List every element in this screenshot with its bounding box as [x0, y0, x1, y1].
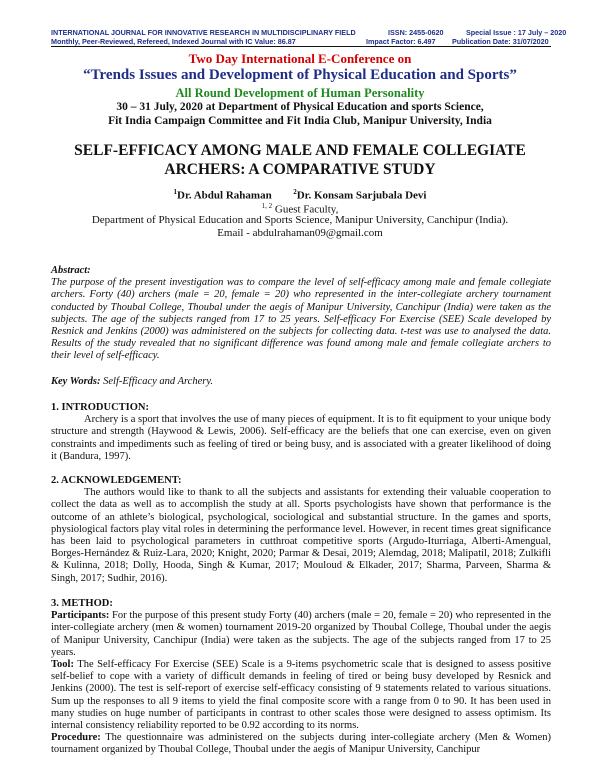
- method-heading: 3. METHOD:: [51, 598, 113, 609]
- journal-impact-factor: Impact Factor: 6.497: [366, 37, 436, 46]
- paper-title-line2: ARCHERS: A COMPARATIVE STUDY: [164, 161, 436, 178]
- participants-paragraph: [51, 610, 551, 659]
- keywords-text: Self-Efficacy and Archery.: [100, 376, 214, 387]
- tool-text: The Self-efficacy For Exercise (SEE) Scale is a 9-items psychometric scale that is designed to assess positive self-belief to cope with a variety of difficult demands in feeling of tired or being busy developed by Resnick and Jenkins (2000). The test is self-report of exercise self-efficacy consisting of 9 statements related to various situations. Sum up the responses to all 9 items to yield the final composite score with a range from 0 to 90. It has been used in many studies on huge number of participants in contrast to other scales those were designed to assess optimism. Its internal consistency reliability reported to be 0.92 according to its norms.: [51, 659, 551, 732]
- introduction-heading: 1. INTRODUCTION:: [51, 402, 150, 413]
- author1-name: Dr. Abdul Rahaman: [177, 189, 272, 202]
- author1-superscript: 1: [173, 188, 178, 196]
- introduction-section: [51, 402, 551, 463]
- journal-name: INTERNATIONAL JOURNAL FOR INNOVATIVE RESEARCH IN MULTIDISCIPLINARY FIELD: [51, 28, 356, 37]
- procedure-paragraph: [51, 732, 551, 756]
- tool-paragraph: [51, 659, 551, 732]
- journal-publication-date: Publication Date: 31/07/2020: [452, 37, 549, 46]
- journal-issn: ISSN: 2455-0620: [388, 28, 444, 37]
- conference-subtheme: All Round Development of Human Personality: [175, 86, 425, 100]
- acknowledgement-section: [51, 475, 551, 585]
- abstract-heading: Abstract:: [51, 265, 91, 276]
- affiliation-role-text: Guest Faculty,: [272, 203, 339, 216]
- conference-organizer: Fit India Campaign Committee and Fit India Club, Manipur University, India: [108, 115, 492, 127]
- journal-special-issue: Special Issue : 17 July – 2020: [466, 28, 567, 37]
- introduction-text: Archery is a sport that involves the use of many pieces of equipment. It is to fit equipment to your unique body structure and strength (Haywood & Lewis, 2006). Self-efficacy are the beliefs that one can exercise, even on given constraints and impediments such as feeling of tired or being busy, and is associated with a greater likelihood of doing it (Bandura, 1997).: [51, 414, 551, 462]
- author-email: Email - abdulrahaman09@gmail.com: [217, 227, 383, 239]
- affiliation-department: Department of Physical Education and Sports Science, Manipur University, Canchipur (India).: [91, 214, 509, 226]
- conference-line1: Two Day International E-Conference on: [188, 51, 412, 66]
- procedure-text: The questionnaire was administered on the subjects during inter-collegiate archery (Men & Women) tournament organized by Thoubal College, Thoubal under the aegis of Manipur University, Canchipur: [51, 732, 551, 756]
- procedure-label: Procedure:: [51, 732, 101, 744]
- participants-text: For the purpose of this present study Forty (40) archers (male = 20, female = 20) who represented in the inter-collegiate archery (men & women) tournament 2019-20 organized by Thoubal College, Thoubal under the aegis of Manipur University, Canchipur (India) were taken as the subjects. The age of the subjects ranged from 17 to 25 years.: [51, 610, 551, 658]
- conference-theme: “Trends Issues and Development of Physical Education and Sports”: [83, 67, 517, 83]
- author2-name: Dr. Konsam Sarjubala Devi: [296, 189, 427, 202]
- journal-indexing: Monthly, Peer-Reviewed, Refereed, Indexed Journal with IC Value: 86.87: [51, 37, 296, 46]
- affiliation-superscript: 1, 2: [261, 202, 273, 210]
- author2-superscript: 2: [293, 188, 297, 196]
- method-section: [51, 598, 551, 757]
- participants-label: Participants:: [51, 610, 110, 622]
- conference-dates: 30 – 31 July, 2020 at Department of Physical Education and sports Science,: [116, 101, 484, 113]
- abstract-section: [51, 265, 551, 363]
- abstract-text: The purpose of the present investigation was to compare the level of self-efficacy among male and female collegiate archers. Forty (40) archers (male = 20, female = 20) who represented in the inter-collegiate archery tournament conducted by Thoubal College, Thoubal under the aegis of Manipur University, Canchipur (India) were taken as the subjects. The age of the subjects ranged from 17 to 25 years. Self-efficacy For Exercise (SEE) Scale developed by Resnick and Jenkins (2000) was administered on the subjects for collecting data. t-test was use to analysed the data. Results of the study revealed that no significant difference was found among male and female collegiate archers to their level of self-efficacy.: [51, 277, 551, 362]
- paper-title-line1: SELF-EFFICACY AMONG MALE AND FEMALE COLLEGIATE: [74, 142, 526, 159]
- authors: [30, 188, 570, 202]
- tool-label: Tool:: [51, 659, 74, 671]
- keywords-heading: Key Words:: [51, 376, 101, 387]
- acknowledgement-text: The authors would like to thank to all the subjects and assistants for extending their valuable cooperation to collect the data as well as to accomplish the study at all. Sports psychologists have shown that performance is the outcome of an athlete’s biological, psychological, sociological and substantial structure. In the games and sports, physiological factors play vital roles in determining the performance level. However, in recent times great significance has been laid to psychological parameters in cutthroat competitive sports (Argudo-Iturriaga, Alberti-Amengual, Borges-Hernández & Ruiz-Lara, 2020; Knight, 2020; Parmar & Desai, 2019; Alemdag, 2018; Malipatil, 2018; Zulkifli & Kulinna, 2018; Dolly, Hooda, Singh & Kumar, 2017; Mouloud & Elkader, 2017; Sharma, Parveen, Sharma & Singh, 2017; Sudhir, 2016).: [51, 487, 551, 584]
- header-rule: [51, 46, 551, 47]
- keywords-section: [51, 376, 551, 388]
- acknowledgement-heading: 2. ACKNOWLEDGEMENT:: [51, 475, 182, 486]
